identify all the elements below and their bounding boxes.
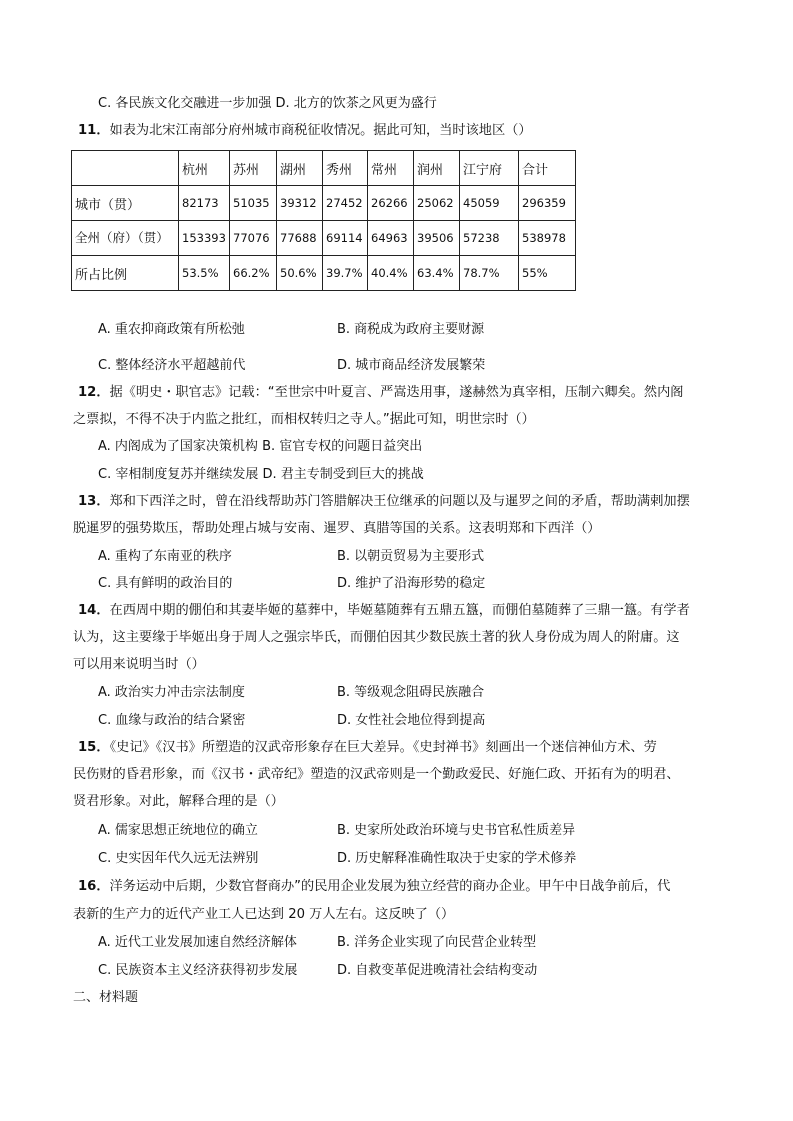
q13-number: 13． — [78, 494, 110, 509]
table-cell: 77688 — [277, 221, 323, 256]
table-row — [72, 256, 576, 291]
q16-stem-text-1: 洋务运动中后期，少数官督商办”的民用企业发展为独立经营的商办企业。甲午中日战争前后，代 — [109, 879, 671, 894]
q13-stem-line1 — [78, 492, 690, 512]
table-cell: 64963 — [368, 221, 414, 256]
q11-option-b: B. 商税成为政府主要财源 — [337, 322, 485, 337]
q15-stem-line3: 贤君形象。对此，解释合理的是（） — [73, 794, 284, 809]
table-cell: 78.7% — [460, 256, 519, 291]
table-row — [72, 186, 576, 221]
q16-option-c: C. 民族资本主义经济获得初步发展 — [98, 963, 298, 978]
q13-option-a: A. 重构了东南亚的秩序 — [98, 549, 232, 564]
q14-stem-line2: 认为，这主要缘于毕姬出身于周人之强宗毕氏，而倗伯因其少数民族土著的狄人身份成为周人的附庸。这 — [73, 630, 680, 645]
table-header-cell — [72, 151, 179, 186]
table-cell: 39.7% — [323, 256, 368, 291]
q12-stem-line1 — [78, 383, 683, 403]
q10-options-cd — [98, 94, 437, 114]
q12-options-ab — [98, 437, 422, 457]
q14-option-a: A. 政治实力冲击宗法制度 — [98, 685, 245, 700]
table-header-cell: 苏州 — [230, 151, 277, 186]
table-cell: 63.4% — [414, 256, 460, 291]
table-header-cell: 江宁府 — [460, 151, 519, 186]
table-cell: 53.5% — [179, 256, 230, 291]
table-cell: 55% — [519, 256, 576, 291]
q11-option-d: D. 城市商品经济发展繁荣 — [337, 358, 486, 373]
q16-stem-line2: 表新的生产力的近代产业工人已达到 20 万人左右。这反映了（） — [73, 907, 455, 922]
q12-stem-text-1: 据《明史・职官志》记载：“至世宗中叶夏言、严嵩迭用事，遂赫然为真宰相，压制六卿矣。然内阁 — [109, 385, 684, 400]
q14-option-d: D. 女性社会地位得到提高 — [337, 713, 486, 728]
table-cell: 69114 — [323, 221, 368, 256]
table-header-cell: 秀州 — [323, 151, 368, 186]
table-row-label: 所占比例 — [72, 256, 179, 291]
table-row-label: 全州（府）（贯） — [72, 221, 179, 256]
table-cell: 40.4% — [368, 256, 414, 291]
q16-option-b: B. 洋务企业实现了向民营企业转型 — [337, 935, 537, 950]
q15-stem-text-1: 《史记》《汉书》所塑造的汉武帝形象存在巨大差异。《史封禅书》刻画出一个迷信神仙方术、劳 — [109, 740, 657, 755]
q12-option-d: D. 君主专制受到巨大的挑战 — [262, 467, 424, 482]
q15-option-b: B. 史家所处政治环境与史书官私性质差异 — [337, 823, 576, 838]
q12-option-a: A. 内阁成为了国家决策机构 — [98, 439, 258, 454]
q16-option-d: D. 自救变革促进晚清社会结构变动 — [337, 963, 538, 978]
q16-option-a: A. 近代工业发展加速自然经济解体 — [98, 935, 297, 950]
table-cell: 26266 — [368, 186, 414, 221]
q15-option-c: C. 史实因年代久远无法辨别 — [98, 851, 259, 866]
table-header-cell: 润州 — [414, 151, 460, 186]
q11-stem-text: 如表为北宋江南部分府州城市商税征收情况。据此可知，当时该地区（） — [109, 123, 532, 138]
table-cell: 50.6% — [277, 256, 323, 291]
q10-option-c: C. 各民族文化交融进一步加强 — [98, 96, 272, 111]
table-cell: 39312 — [277, 186, 323, 221]
q11-option-a: A. 重农抑商政策有所松弛 — [98, 322, 245, 337]
q11-stem — [78, 121, 532, 141]
q14-stem-text-1: 在西周中期的倗伯和其妻毕姬的墓葬中，毕姬墓随葬有五鼎五簋，而倗伯墓随葬了三鼎一簋。有学者 — [109, 603, 690, 618]
table-cell: 39506 — [414, 221, 460, 256]
table-cell: 45059 — [460, 186, 519, 221]
table-header-cell: 湖州 — [277, 151, 323, 186]
table-cell: 57238 — [460, 221, 519, 256]
q13-stem-line2: 脱暹罗的强势欺压，帮助处理占城与安南、暹罗、真腊等国的关系。这表明郑和下西洋（） — [73, 521, 601, 536]
table-cell: 27452 — [323, 186, 368, 221]
q14-option-b: B. 等级观念阻碍民族融合 — [337, 685, 485, 700]
q16-number: 16． — [78, 879, 110, 894]
table-cell: 51035 — [230, 186, 277, 221]
q15-option-a: A. 儒家思想正统地位的确立 — [98, 823, 258, 838]
q12-stem-line2: 之票拟，不得不决于内监之批红，而相权转归之寺人。”据此可知，明世宗时（） — [73, 412, 535, 427]
q14-option-c: C. 血缘与政治的结合紧密 — [98, 713, 246, 728]
table-header-cell: 常州 — [368, 151, 414, 186]
q12-option-b: B. 宦官专权的问题日益突出 — [262, 439, 423, 454]
tax-table — [71, 150, 576, 291]
q15-stem-line2: 民伤财的昏君形象，而《汉书・武帝纪》塑造的汉武帝则是一个勤政爱民、好施仁政、开拓有为的明君、 — [73, 767, 680, 782]
q15-number: 15． — [78, 740, 110, 755]
q12-number: 12． — [78, 385, 110, 400]
q14-number: 14． — [78, 603, 110, 618]
q16-stem-line1 — [78, 877, 670, 897]
q11-number: 11． — [78, 123, 110, 138]
table-cell: 538978 — [519, 221, 576, 256]
table-cell: 82173 — [179, 186, 230, 221]
table-cell: 296359 — [519, 186, 576, 221]
table-row — [72, 221, 576, 256]
q13-stem-text-1: 郑和下西洋之时，曾在沿线帮助苏门答腊解决王位继承的问题以及与暹罗之间的矛盾，帮助满剌加摆 — [109, 494, 690, 509]
section-heading-material: 二、材料题 — [73, 990, 139, 1005]
table-header-cell: 杭州 — [179, 151, 230, 186]
q14-stem-line1 — [78, 601, 690, 621]
table-cell: 25062 — [414, 186, 460, 221]
table-cell: 153393 — [179, 221, 230, 256]
q15-stem-line1 — [78, 738, 657, 758]
table-header-cell: 合计 — [519, 151, 576, 186]
q15-option-d: D. 历史解释准确性取决于史家的学术修养 — [337, 851, 577, 866]
q13-option-b: B. 以朝贡贸易为主要形式 — [337, 549, 485, 564]
table-cell: 77076 — [230, 221, 277, 256]
tax-table-header-row — [72, 151, 576, 186]
q14-stem-line3: 可以用来说明当时（） — [73, 657, 205, 672]
q11-option-c: C. 整体经济水平超越前代 — [98, 358, 246, 373]
q12-options-cd — [98, 465, 424, 485]
table-row-label: 城市（贯） — [72, 186, 179, 221]
q13-option-d: D. 维护了沿海形势的稳定 — [337, 576, 486, 591]
q13-option-c: C. 具有鲜明的政治目的 — [98, 576, 233, 591]
table-cell: 66.2% — [230, 256, 277, 291]
q10-option-d: D. 北方的饮茶之风更为盛行 — [275, 96, 437, 111]
q12-option-c: C. 宰相制度复苏并继续发展 — [98, 467, 259, 482]
